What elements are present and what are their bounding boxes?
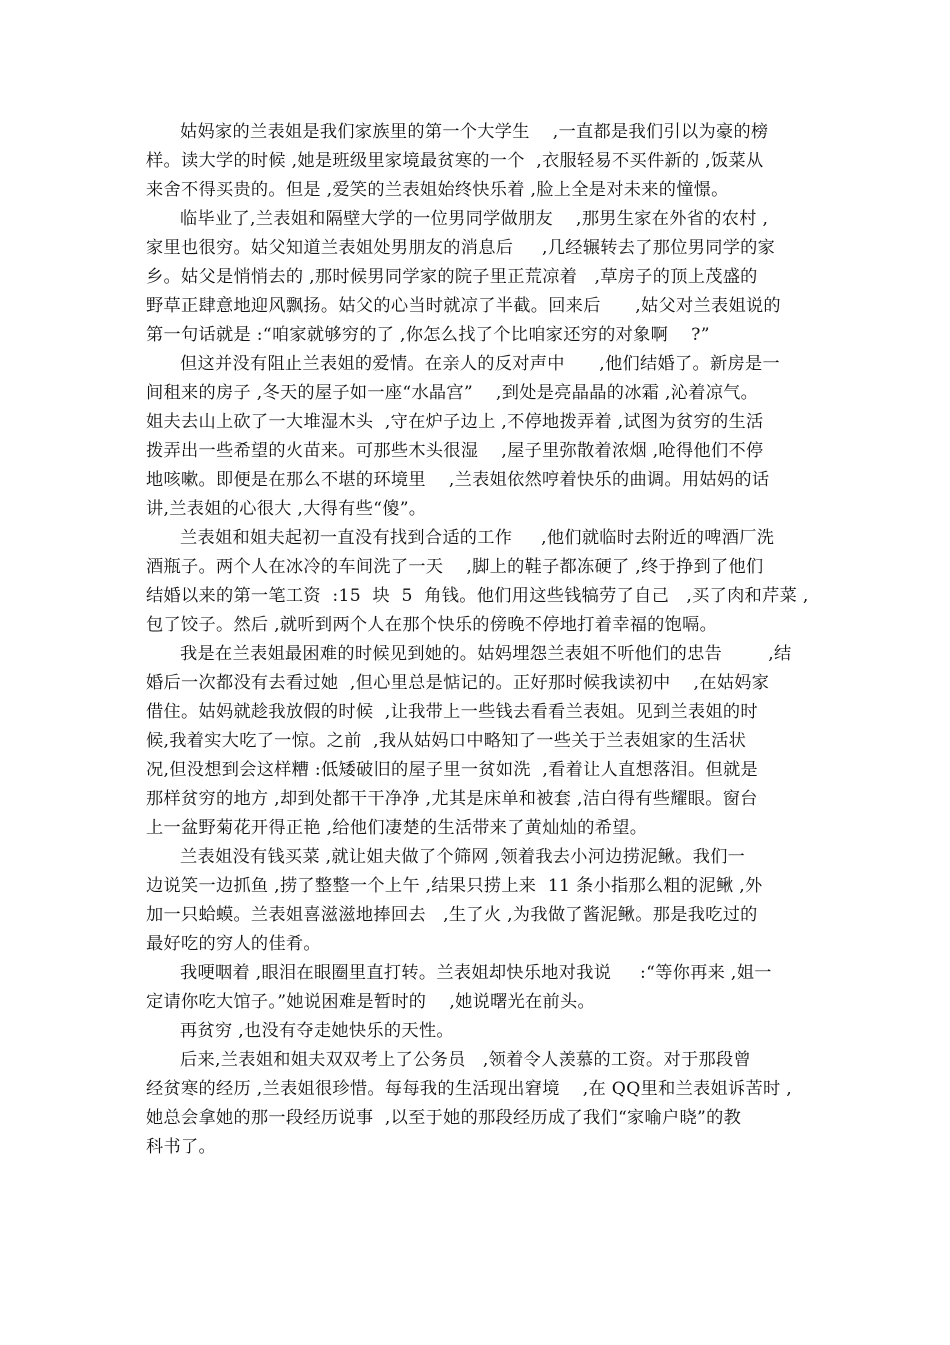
text-line: 间租来的房子 ,冬天的屋子如一座“水晶宫” ,到处是亮晶晶的冰霜 ,沁着凉气。 (146, 383, 759, 403)
text-line: 加一只蛤蟆。兰表姐喜滋滋地捧回去 ,生了火 ,为我做了酱泥鳅。那是我吃过的 (146, 905, 758, 925)
text-line: 借住。姑妈就趁我放假的时候 ,让我带上一些钱去看看兰表姐。见到兰表姐的时 (146, 702, 758, 722)
text-line: 那样贫穷的地方 ,却到处都干干净净 ,尤其是床单和被套 ,洁白得有些耀眼。窗台 (146, 789, 758, 809)
text-line: 拨弄出一些希望的火苗来。可那些木头很湿 ,屋子里弥散着浓烟 ,呛得他们不停 (146, 441, 764, 461)
text-line: 姐夫去山上砍了一大堆湿木头 ,守在炉子边上 ,不停地拨弄着 ,试图为贫穷的生活 (146, 412, 764, 432)
text-line: 临毕业了,兰表姐和隔壁大学的一位男同学做朋友 ,那男生家在外省的农村 , (180, 209, 769, 229)
text-line: 最好吃的穷人的佳肴。 (146, 934, 321, 954)
text-line: 包了饺子。然后 ,就听到两个人在那个快乐的傍晚不停地打着幸福的饱嗝。 (146, 615, 718, 635)
text-line: 第一句话就是 :“咱家就够穷的了 ,你怎么找了个比咱家还穷的对象啊 ?” (146, 325, 710, 345)
text-line: 上一盆野菊花开得正艳 ,给他们凄楚的生活带来了黄灿灿的希望。 (146, 818, 648, 838)
text-line: 家里也很穷。姑父知道兰表姐处男朋友的消息后 ,几经辗转去了那位男同学的家 (146, 238, 776, 258)
text-line: 酒瓶子。两个人在冰冷的车间洗了一天 ,脚上的鞋子都冻硬了 ,终于挣到了他们 (146, 557, 764, 577)
text-line: 她总会拿她的那一段经历说事 ,以至于她的那段经历成了我们“家喻户晓”的教 (146, 1108, 742, 1128)
text-line: 后来,兰表姐和姐夫双双考上了公务员 ,领着令人羡慕的工资。对于那段曾 (180, 1050, 751, 1070)
text-line: 讲,兰表姐的心很大 ,大得有些“傻”。 (146, 499, 427, 519)
text-line: 结婚以来的第一笔工资 :15 块 5 角钱。他们用这些钱犒劳了自己 ,买了肉和芹菜 , (146, 586, 809, 606)
text-line: 况,但没想到会这样糟 :低矮破旧的屋子里一贫如洗 ,看着让人直想落泪。但就是 (146, 760, 758, 780)
text-line: 兰表姐和姐夫起初一直没有找到合适的工作 ,他们就临时去附近的啤酒厂洗 (180, 528, 775, 548)
text-line: 姑妈家的兰表姐是我们家族里的第一个大学生 ,一直都是我们引以为豪的榜 (180, 122, 769, 142)
text-line: 样。读大学的时候 ,她是班级里家境最贫寒的一个 ,衣服轻易不买件新的 ,饭菜从 (146, 151, 764, 171)
text-line: 乡。姑父是悄悄去的 ,那时候男同学家的院子里正荒凉着 ,草房子的顶上茂盛的 (146, 267, 758, 287)
text-line: 经贫寒的经历 ,兰表姐很珍惜。每每我的生活现出窘境 ,在 QQ里和兰表姐诉苦时 , (146, 1079, 793, 1099)
text-line: 边说笑一边抓鱼 ,捞了整整一个上午 ,结果只捞上来 11 条小指那么粗的泥鳅 ,外 (146, 876, 763, 896)
text-line: 我哽咽着 ,眼泪在眼圈里直打转。兰表姐却快乐地对我说 :“等你再来 ,姐一 (180, 963, 772, 983)
text-line: 来舍不得买贵的。但是 ,爱笑的兰表姐始终快乐着 ,脸上全是对未来的憧憬。 (146, 180, 729, 200)
text-line: 再贫穷 ,也没有夺走她快乐的天性。 (180, 1021, 454, 1041)
text-line: 我是在兰表姐最困难的时候见到她的。姑妈埋怨兰表姐不听他们的忠告 ,结 (180, 644, 792, 664)
text-line: 兰表姐没有钱买菜 ,就让姐夫做了个筛网 ,领着我去小河边捞泥鳅。我们一 (180, 847, 746, 867)
text-line: 但这并没有阻止兰表姐的爱情。在亲人的反对声中 ,他们结婚了。新房是一 (180, 354, 780, 374)
text-line: 科书了。 (146, 1137, 216, 1157)
text-line: 婚后一次都没有去看过她 ,但心里总是惦记的。正好那时候我读初中 ,在姑妈家 (146, 673, 770, 693)
text-line: 候,我着实大吃了一惊。之前 ,我从姑妈口中略知了一些关于兰表姐家的生活状 (146, 731, 747, 751)
text-line: 定请你吃大馆子。”她说困难是暂时的 ,她说曙光在前头。 (146, 992, 596, 1012)
text-line: 野草正肆意地迎风飘扬。姑父的心当时就凉了半截。回来后 ,姑父对兰表姐说的 (146, 296, 781, 316)
text-line: 地咳嗽。即便是在那么不堪的环境里 ,兰表姐依然哼着快乐的曲调。用姑妈的话 (146, 470, 770, 490)
